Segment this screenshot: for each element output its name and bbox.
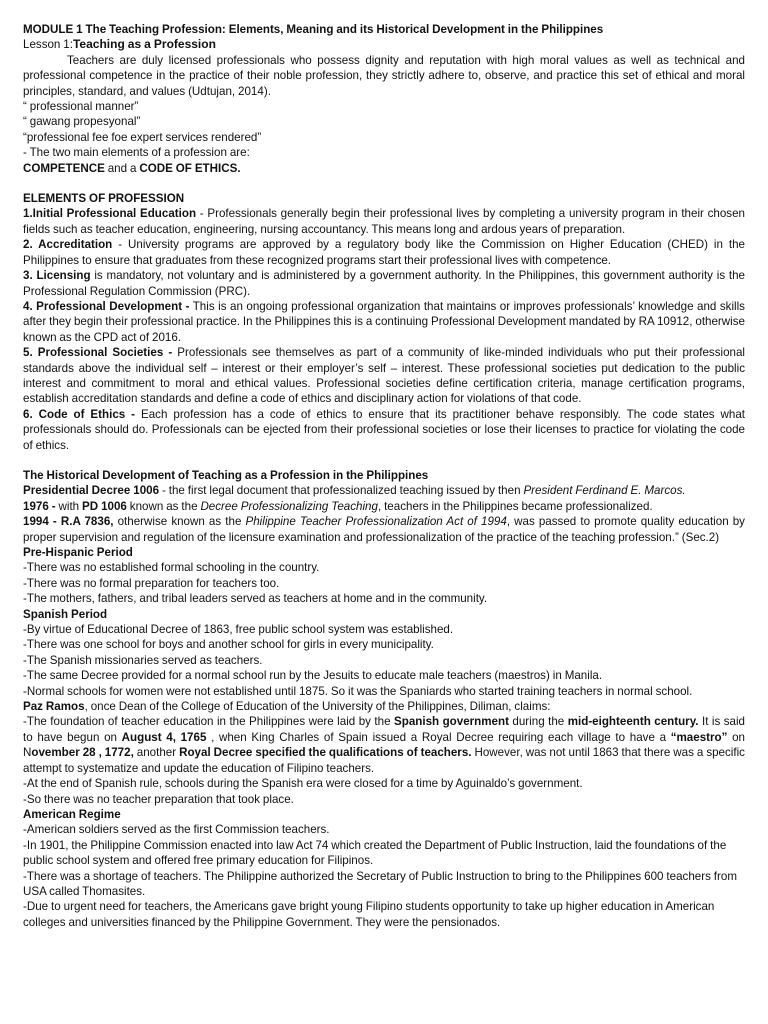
list-item: -Normal schools for women were not established until 1875. So it was the Spaniards who started training teachers in normal school. (23, 684, 693, 698)
elements-heading: ELEMENTS OF PROFESSION (23, 192, 185, 206)
element-label: 6. Code of Ethics - (23, 407, 136, 421)
paz-text: , when King Charles of Spain issued a Royal Decree requiring each village to have a (206, 730, 671, 744)
element-label: 4. Professional Development - (23, 299, 190, 313)
paz-text: on N (23, 730, 745, 760)
element-sep: - (196, 207, 208, 221)
two-elements-intro: - The two main elements of a profession are: (23, 146, 250, 160)
paz-bold: Royal Decree specified the qualifications of teachers. (179, 746, 472, 760)
american-heading: American Regime (23, 807, 121, 821)
spacer (23, 453, 745, 468)
element-item (23, 299, 745, 345)
list-item: -In 1901, the Philippine Commission enacted into law Act 74 which created the Department of Public Instruction, laid the foundations of the public school system and offered free primary education for Filipinos. (23, 838, 727, 868)
spacer (23, 176, 745, 191)
list-item: -At the end of Spanish rule, schools during the Spanish era were closed for a time by Aguinaldo’s government. (23, 777, 583, 791)
element-item (23, 345, 745, 407)
two-elements-line (23, 161, 745, 176)
y1994-title: Philippine Teacher Professionalization Act of 1994 (245, 515, 507, 529)
pd1006-text: - the first legal document that professionalized teaching issued by then (159, 484, 524, 498)
y1994-rest: , was passed to promote quality education by proper supervision and regulation of the licensure examination and professionalization of the practice of the teaching profession.” (Sec.2) (23, 515, 745, 544)
element-label: 1.Initial Professional Education (23, 207, 197, 221)
paz-text: However, was not until 1863 that there was a specific attempt to systematize and update the education of Filipino teachers. (23, 746, 745, 775)
paz-bold: mid-eighteenth century. (567, 715, 699, 729)
list-item: -There was a shortage of teachers. The Philippine authorized the Secretary of Public Instruction to bring to the Philippines 600 teachers from USA called Thomasites. (23, 869, 737, 898)
element-text: Professionals see themselves as part of a community of like-minded individuals who put their professional standards above the individual self – interest or their employer’s self – interest. These professional societies put dedication to the public interest and commitment to moral and ethical values. Professional societies define certification criteria, manage certification programs, establish accreditation standards and define a code of ethics and disciplinary action for violations of that code. (23, 346, 745, 406)
paz-text: It is said to have begun on (23, 715, 746, 744)
element-item (23, 206, 745, 237)
element-text: Each profession has a code of ethics to ensure that its practitioner behave responsibly. The code states what professionals should do. Professionals can be ejected from their professional societies or lose their licenses to practice for violating the code of ethics. (23, 407, 746, 452)
element-text: University programs are approved by a regulatory body like the Commission on Higher Education (CHED) in the Philippines to ensure that graduates from these recognized programs start their professional lives with competence. (23, 238, 745, 267)
document-page (23, 22, 745, 930)
paz-text: -The foundation of teacher education in the Philippines were laid by the (23, 715, 395, 729)
paz-ramos-paragraph (23, 714, 745, 776)
element-text: is mandatory, not voluntary and is administered by a government authority. In the Philippines, this government authority is the Professional Regulation Commission (PRC). (23, 269, 746, 298)
paz-bold: Spanish government (394, 715, 509, 729)
spanish-heading: Spanish Period (23, 607, 108, 621)
module-title: MODULE 1 The Teaching Profession: Elements, Meaning and its Historical Development in the Philippines (23, 23, 604, 36)
pre-hispanic-heading: Pre-Hispanic Period (23, 546, 133, 559)
y1994-year: 1994 - R.A 7836, (23, 515, 114, 529)
y1976-known: known as the (126, 499, 201, 513)
paz-ramos-line (23, 699, 745, 714)
paz-text: during the (508, 715, 568, 729)
pd1006-president: President Ferdinand E. Marcos. (523, 484, 686, 498)
element-item (23, 407, 745, 453)
list-item: -American soldiers served as the first Commission teachers. (23, 823, 330, 837)
y1976-year: 1976 - (23, 499, 56, 513)
pd1006-line (23, 483, 745, 498)
paz-bold: ovember 28 , 1772, (31, 746, 134, 760)
y1994-line (23, 514, 745, 545)
element-label: 5. Professional Societies - (23, 346, 173, 360)
list-item: -There was one school for boys and another school for girls in every municipality. (23, 638, 434, 652)
and-text: and a (104, 161, 140, 175)
element-sep: - (112, 238, 129, 252)
history-heading: The Historical Development of Teaching as a Profession in the Philippines (23, 468, 429, 482)
list-item: -By virtue of Educational Decree of 1863, free public school system was established. (23, 623, 454, 637)
y1976-title: Decree Professionalizing Teaching (200, 499, 378, 513)
list-item: -There was no formal preparation for teachers too. (23, 576, 280, 590)
paz-ramos-claims: , once Dean of the College of Education of the University of the Philippines, Diliman, claims: (84, 700, 551, 714)
intro-paragraph: Teachers are duly licensed professionals who possess dignity and reputation with high moral values as well as technical and professional competence in the practice of their noble profession, they strictly adhere to, observe, and practice this set of ethical and moral principles, standard, and values (Udtujan, 2014). (23, 53, 745, 98)
list-item: -The mothers, fathers, and tribal leaders served as teachers at home and in the community. (23, 592, 488, 606)
y1976-with: with (55, 499, 83, 513)
paz-bold: “maestro” (670, 730, 728, 744)
competence-label: COMPETENCE (23, 161, 105, 175)
y1976-pd: PD 1006 (82, 499, 127, 513)
element-item (23, 237, 745, 268)
code-label: CODE OF ETHICS. (139, 161, 241, 175)
element-text: Professionals generally begin their professional lives by completing a university program in their chosen fields such as teacher education, engineering, nursing accountancy. This means long and ardous years of preparation. (23, 207, 745, 236)
term-3: “professional fee foe expert services rendered” (23, 130, 262, 144)
pd1006-label: Presidential Decree 1006 (23, 484, 160, 498)
list-item: -The Spanish missionaries served as teachers. (23, 653, 263, 667)
element-item (23, 268, 745, 299)
element-text: This is an ongoing professional organization that maintains or improves professionals’ knowledge and skills after they begin their professional practice. In the Philippines this is a continuing Professional Development mandated by RA 10912, otherwise known as the CPD act of 2016. (23, 299, 745, 344)
list-item: -There was no established formal schooling in the country. (23, 561, 320, 575)
term-1: “ professional manner” (23, 100, 139, 114)
list-item: -The same Decree provided for a normal school run by the Jesuits to educate male teachers (maestros) in Manila. (23, 669, 603, 683)
term-2: “ gawang propesyonal” (23, 115, 141, 129)
lesson-title: Teaching as a Profession (72, 37, 216, 52)
element-label: 2. Accreditation (23, 238, 113, 252)
y1994-known: otherwise known as the (113, 515, 246, 529)
y1976-rest: , teachers in the Philippines became professionalized. (377, 499, 653, 513)
paz-text: another (133, 746, 180, 760)
paz-ramos-name: Paz Ramos (23, 700, 85, 714)
list-item: -So there was no teacher preparation that took place. (23, 792, 294, 806)
y1976-line (23, 499, 745, 514)
list-item: -Due to urgent need for teachers, the Americans gave bright young Filipino students opportunity to take up higher education in American colleges and universities financed by the Philippine Government. They were the pensionados. (23, 900, 715, 929)
element-label: 3. Licensing (23, 269, 91, 283)
lesson-prefix: Lesson 1: (23, 38, 73, 52)
paz-bold: August 4, 1765 (121, 730, 207, 744)
lesson-line (23, 37, 745, 52)
